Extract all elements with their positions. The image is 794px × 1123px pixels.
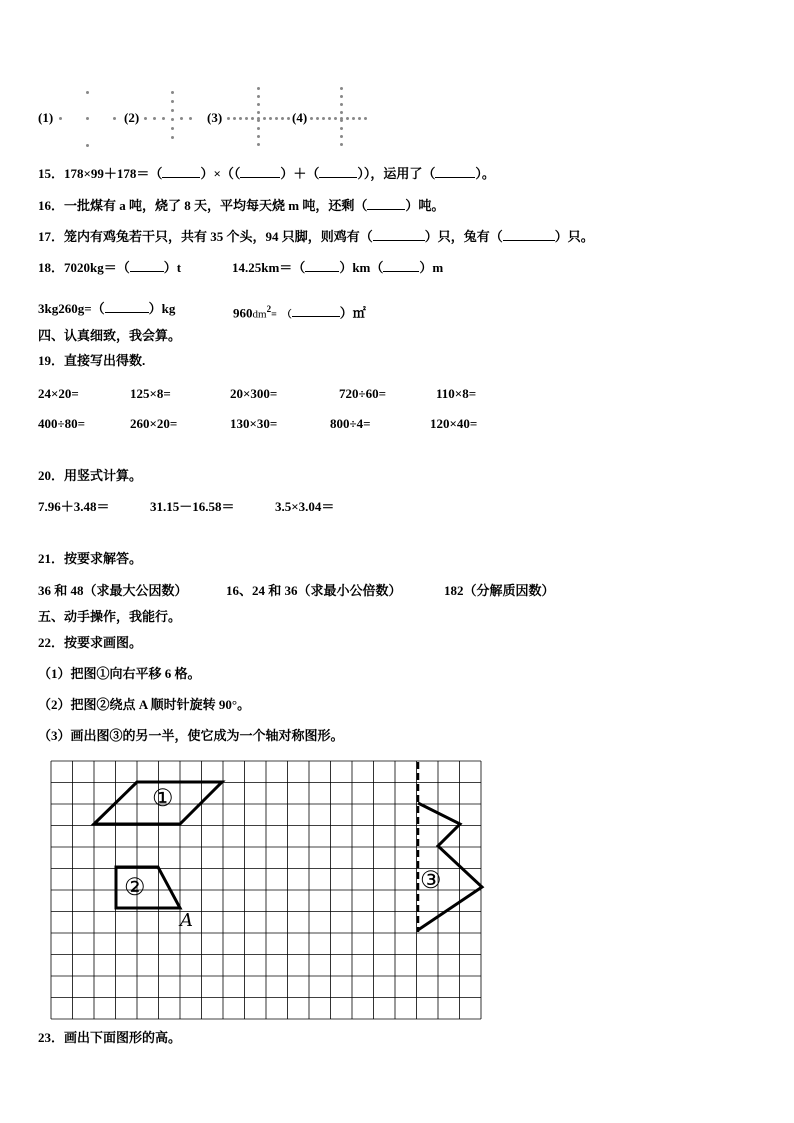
q18-b-unit2: ）m [419, 260, 444, 275]
q17-text-3: ）只。 [554, 229, 594, 244]
q21-item: 182（分解质因数） [444, 583, 555, 598]
q15-text-5: ）。 [475, 166, 495, 181]
q19-item: 720÷60= [339, 386, 387, 401]
q20-item: 31.15－16.58＝ [150, 499, 235, 514]
figure-label-3: (3) [207, 110, 223, 125]
q19-item: 20×300= [230, 386, 278, 401]
q21-item: 36 和 48（求最大公因数） [38, 583, 188, 598]
point-a-label: A [180, 910, 193, 931]
question-22-title: 22．按要求画图。 [38, 635, 143, 650]
q22-step-2: （2）把图②绕点 A 顺时针旋转 90°。 [38, 697, 251, 712]
q21-item: 16、24 和 36（求最小公倍数） [226, 583, 402, 598]
q19-item: 130×30= [230, 416, 278, 431]
figure-label-2: (2) [124, 110, 140, 125]
q18-number: 18． [38, 260, 65, 275]
shape-2-label: ② [124, 873, 146, 901]
q18-a-unit: ）t [163, 260, 182, 275]
figure-label-1: (1) [38, 110, 54, 125]
shape-1-label: ① [152, 784, 174, 812]
q15-text-2: ）×（（ [200, 166, 241, 181]
q15-number: 15． [38, 166, 65, 181]
q18-b-unit: ）km（ [339, 260, 384, 275]
q15-text-3: ）＋（ [280, 166, 320, 181]
q18-d-exponent: 2 [266, 304, 272, 314]
section-5-heading: 五、动手操作，我能行。 [38, 609, 182, 624]
q18-d-unit2: ）㎡ [339, 305, 366, 321]
q18-a-text: 7020kg＝（ [64, 260, 130, 275]
q15-text-4: ）），运用了（ [357, 166, 436, 181]
q17-text-1: 笼内有鸡兔若干只，共有 35 个头，94 只脚，则鸡有（ [64, 229, 373, 244]
q15-text-1: 178×99＋178＝（ [64, 166, 163, 181]
q17-text-2: ）只，兔有（ [424, 229, 503, 244]
question-23-title: 23．画出下面图形的高。 [38, 1030, 182, 1045]
q19-item: 125×8= [130, 386, 171, 401]
question-21-title: 21．按要求解答。 [38, 551, 143, 566]
q18-d-equals: = （ [271, 309, 292, 321]
q20-item: 3.5×3.04＝ [275, 499, 335, 514]
q22-step-1: （1）把图①向右平移 6 格。 [38, 666, 201, 681]
q16-text-2: ）吨。 [405, 198, 445, 213]
q18-c-unit: ）kg [148, 301, 176, 316]
q20-item: 7.96＋3.48＝ [38, 499, 110, 514]
q19-item: 24×20= [38, 386, 79, 401]
q19-item: 120×40= [430, 416, 478, 431]
q19-item: 800÷4= [330, 416, 371, 431]
q22-step-3: （3）画出图③的另一半，使它成为一个轴对称图形。 [38, 728, 344, 743]
q19-item: 110×8= [436, 386, 477, 401]
q17-number: 17． [38, 229, 65, 244]
q19-item: 400÷80= [38, 416, 86, 431]
q16-text-1: 一批煤有 a 吨，烧了 8 天，平均每天烧 m 吨，还剩（ [64, 198, 368, 213]
q18-b-text: 14.25km＝（ [232, 260, 306, 275]
question-20-title: 20．用竖式计算。 [38, 468, 143, 483]
question-19-title: 19．直接写出得数. [38, 353, 146, 368]
shape-3-label: ③ [420, 866, 442, 894]
figure-label-4: (4) [292, 110, 308, 125]
q18-d-unit: dm [252, 308, 267, 321]
q18-d-value: 960 [233, 305, 253, 321]
q16-number: 16． [38, 198, 65, 213]
section-4-heading: 四、认真细致，我会算。 [38, 328, 182, 343]
q19-item: 260×20= [130, 416, 178, 431]
q18-c-text: 3kg260g=（ [38, 301, 105, 316]
